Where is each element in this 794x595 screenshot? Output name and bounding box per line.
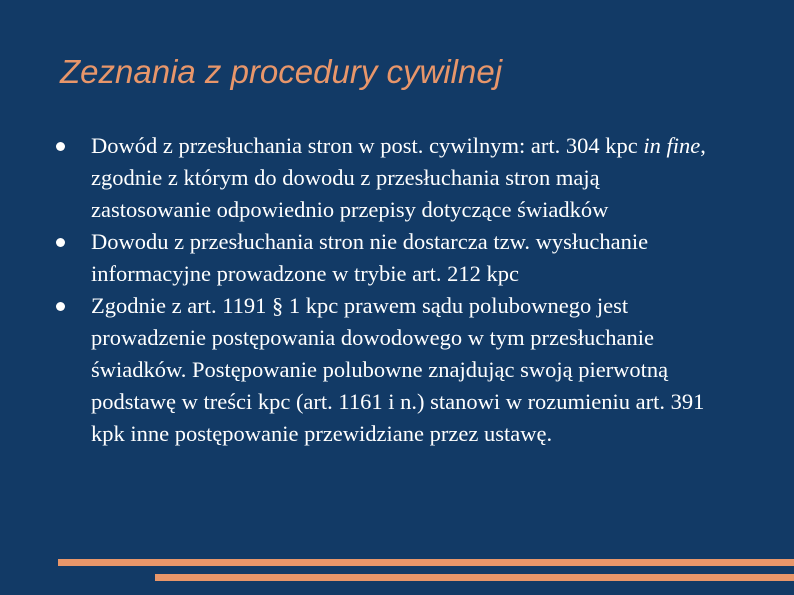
bullet-list (56, 130, 716, 450)
bullet-dot-icon (56, 302, 65, 311)
accent-bar-lower (155, 574, 794, 581)
bullet-item (56, 290, 716, 450)
bullet-text-emphasis: in fine (643, 133, 701, 158)
bullet-dot-icon (56, 142, 65, 151)
bullet-text-before: Dowód z przesłuchania stron w post. cywilnym: art. 304 kpc (91, 133, 644, 158)
slide-title: Zeznania z procedury cywilnej (60, 53, 503, 90)
bullet-dot-icon (56, 238, 65, 247)
bullet-text-after: , zgodnie z którym do dowodu z przesłuchania stron mają zastosowanie odpowiednio przepisy dotyczące świadków (91, 133, 706, 222)
bullet-item (56, 130, 716, 226)
bullet-item (56, 226, 716, 290)
bullet-text: Zgodnie z art. 1191 § 1 kpc prawem sądu polubownego jest prowadzenie postępowania dowodowego w tym przesłuchanie świadków. Postępowanie polubowne znajdując swoją pierwotną podstawę w treści kpc (art. 1161 i n.) stanowi w rozumieniu art. 391 kpk inne postępowanie przewidziane przez ustawę. (91, 293, 705, 446)
accent-bar-upper (58, 559, 794, 566)
bullet-text: Dowodu z przesłuchania stron nie dostarcza tzw. wysłuchanie informacyjne prowadzone w trybie art. 212 kpc (91, 229, 649, 286)
